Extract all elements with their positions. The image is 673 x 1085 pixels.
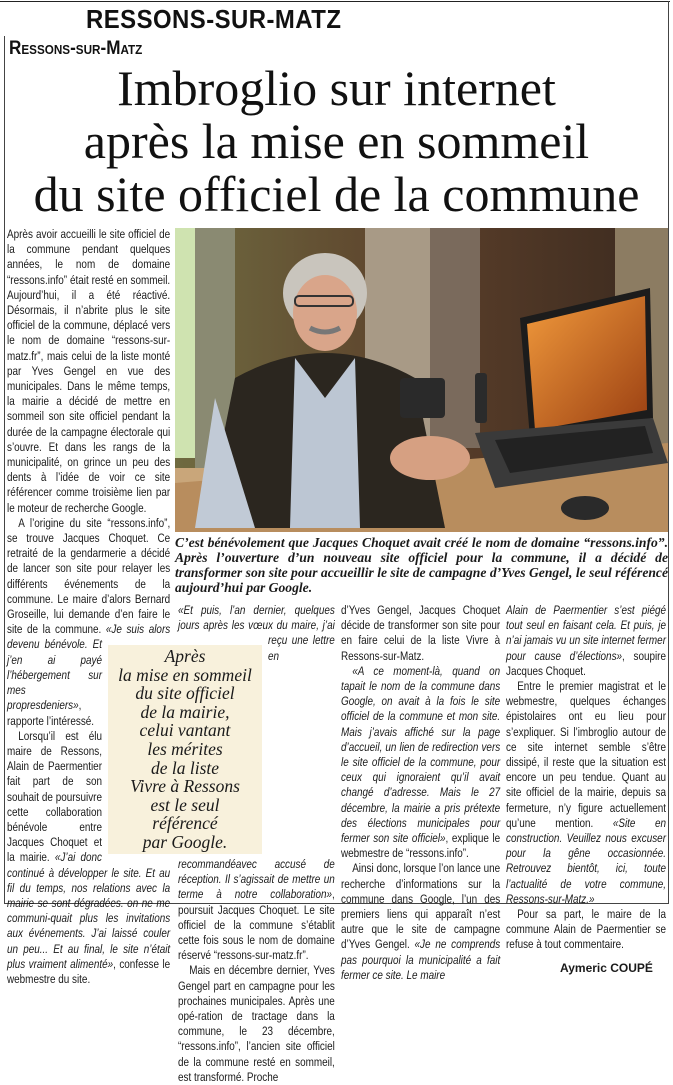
quote-text: «A ce moment-là, quand on tapait le nom de la commune dans Google, on avait à la fois le site officiel de la commune et mon site. Mais j’avais affiché sur la page d’accueil, un lien de redirection vers le site officiel de la commune, pour ceux qui ignoraient qu’il avait changé d’adresse. Mais le 27 décembre, la mairie a pris prétexte des élections municipales pour fermer son site officiel» [341, 663, 501, 846]
pull-quote-line: Après [164, 646, 206, 666]
headline [5, 62, 668, 221]
byline: Aymeric COUPÉ [560, 961, 653, 975]
body-text: Mais en décembre dernier, Yves Gengel part en campagne pour les prochaines municipales. Après une opé- [178, 963, 335, 1024]
body-text: A l’origine du site “ressons.info”, se trouve Jacques Choquet. Ce retraité de la gendarmerie a décidé de lancer son site pour relayer les différents événements de la commune. Le maire d’alors Bernard Groseille, lui demande d’en faire le site de la commune. [7, 515, 171, 637]
body-text: Après avoir accueilli le site officiel de la commune pendant quelques années, le nom de domaine “ressons.info” était resté en sommeil. Aujourd’hui, il a été réactivé. Désormais, il n’abrite plus le site officiel de la commune, déplacé vers le nom de domaine “ressons-sur-matz.fr”, mais celui de la liste monté par Yves Gengel en vue des municipales. Dans le même temps, la mairie a décidé de mettre en sommeil son site officiel pendant la durée de la campagne électorale qui s’ouvre. Et dans les rangs de la municipalité, on grince un peu des dents à l’idée de voir ce site référencer comme troisième lien par le moteur de recherche Google. [7, 227, 171, 515]
body-text: , explique le webmestre de “ressons.info”. [341, 831, 501, 861]
paragraph [341, 861, 500, 983]
quote-text: deniers» [40, 698, 79, 713]
headline-line: du site officiel de la commune [33, 166, 640, 222]
paragraph [178, 963, 335, 1085]
pull-quote-line: est le seul [150, 794, 220, 815]
headline-line: après la mise en sommeil [83, 113, 590, 169]
paragraph [7, 227, 170, 516]
photo-caption: C’est bénévolement que Jacques Choquet avait créé le nom de domaine “ressons.info”. Après l’ouverture d’un nouveau site officiel pour la commune, il a décidé de transformer son site pour accueillir le site de campagne d’Yves Gengel, le seul référencé aujourd’hui par Google. [175, 535, 668, 595]
article-column-1 [7, 227, 170, 987]
pull-quote-line: de la liste [150, 757, 220, 778]
quote-text: «Je ne comprends pas pourquoi la municipalité a fait fermer ce site. Le maire [341, 937, 501, 982]
kicker: Ressons-sur-Matz [9, 38, 143, 59]
paragraph [341, 664, 500, 862]
body-text: d’Yves Gengel, Jacques Choquet décide de transformer son site pour en faire celui de la liste Vivre à Ressons-sur-Matz. [341, 603, 501, 663]
pull-quote-line: référencé [152, 813, 218, 834]
body-text: Lorsqu’il est élu maire de Ressons, Alain de Paermentier fait part de son souhait de poursuivre cette collaboration bénévole entre Jacques Choquet et la mairie. [7, 728, 103, 865]
body-text: Entre le premier magistrat et le webmestre, quelques échanges épistolaires ont eu lieu pour s’expliquer. Si l’imbroglio autour de ce site internet semble s’être dissipé, il reste que la situation est encore un peu tendue. Quant au site officiel de la mairie, depuis sa fermeture, n’y figure actuellement qu’une mention. [506, 679, 666, 830]
article-photo [175, 228, 668, 532]
body-text: , confesse le webmestre du site. [7, 956, 171, 986]
body-text: ration de tractage dans la commune, le 23 décembre, “ressons.info”, l’ancien site officiel de la commune resté en sommeil, est transformé. Proche [178, 1009, 335, 1084]
paragraph [506, 907, 666, 953]
top-rule [0, 1, 670, 2]
right-rule [668, 1, 669, 904]
quote-text: «Et puis, l’an dernier, quelques jours après les vœux du maire, j’ai reçu une lettre en recommandé [178, 603, 335, 871]
quote-text: «Je suis alors devenu bénévole. Et j’en ai payé l’hébergement sur mes propres [7, 622, 171, 713]
body-text: Ainsi donc, lorsque l’on lance une recherche d’informations sur la commune dans Google, l’un des premiers liens qui apparaît n’est autre que le site de campagne d’Yves Gengel. [341, 861, 501, 952]
body-text: , soupire Jacques Choquet. [506, 648, 666, 678]
pull-quote-line: la mise en sommeil [118, 664, 252, 685]
paragraph [341, 603, 500, 664]
quote-text: Alain de Paermentier s’est piégé tout seul en faisant cela. Et puis, je n’ai jamais vu un site internet fermer pour cause d’élections» [506, 603, 666, 663]
body-text: , rapporte l’intéressé. [7, 698, 95, 728]
paragraph [506, 603, 666, 679]
quote-text: «J’ai donc continué à développer le site. Et au fil du temps, nos relations avec la mairie se sont dégradées. on ne me communi- [7, 850, 171, 926]
quote-text: avec accusé de réception. Il s’agissait de mettre un terme à notre collaboration» [178, 857, 335, 902]
article-column-4 [506, 603, 666, 953]
pull-quote [108, 645, 262, 854]
paragraph [506, 679, 666, 907]
quote-text: quait plus les invitations aux événements. J’ai laissé couler un peu... Et au final, le site n’était plus vraiment alimenté» [7, 911, 171, 971]
pull-quote-line: les mérites [147, 738, 223, 759]
pull-quote-line: Vivre à Ressons [130, 776, 240, 797]
body-text: Pour sa part, le maire de la commune Alain de Paermentier se refuse à tout commentaire. [506, 907, 666, 952]
pull-quote-line: celui vantant [139, 720, 231, 741]
pull-quote-line: du site officiel [135, 683, 235, 704]
headline-line: Imbroglio sur internet [117, 60, 556, 116]
pull-quote-line: de la mairie, [140, 701, 230, 722]
quote-text: «Site en construction. Veuillez nous excuser pour la gêne occasionnée. Retrouvez bientôt, ici, toute l’actualité de votre commune, Ressons-sur-Matz.» [506, 815, 666, 906]
section-title: RESSONS-SUR-MATZ [86, 4, 342, 34]
body-text: , poursuit Jacques Choquet. Le site officiel de la commune s’établit cette fois sous le nom de domaine réservé “ressons-sur-matz.fr”. [178, 887, 335, 963]
article-column-3 [341, 603, 500, 983]
pull-quote-line: par Google. [142, 831, 228, 852]
